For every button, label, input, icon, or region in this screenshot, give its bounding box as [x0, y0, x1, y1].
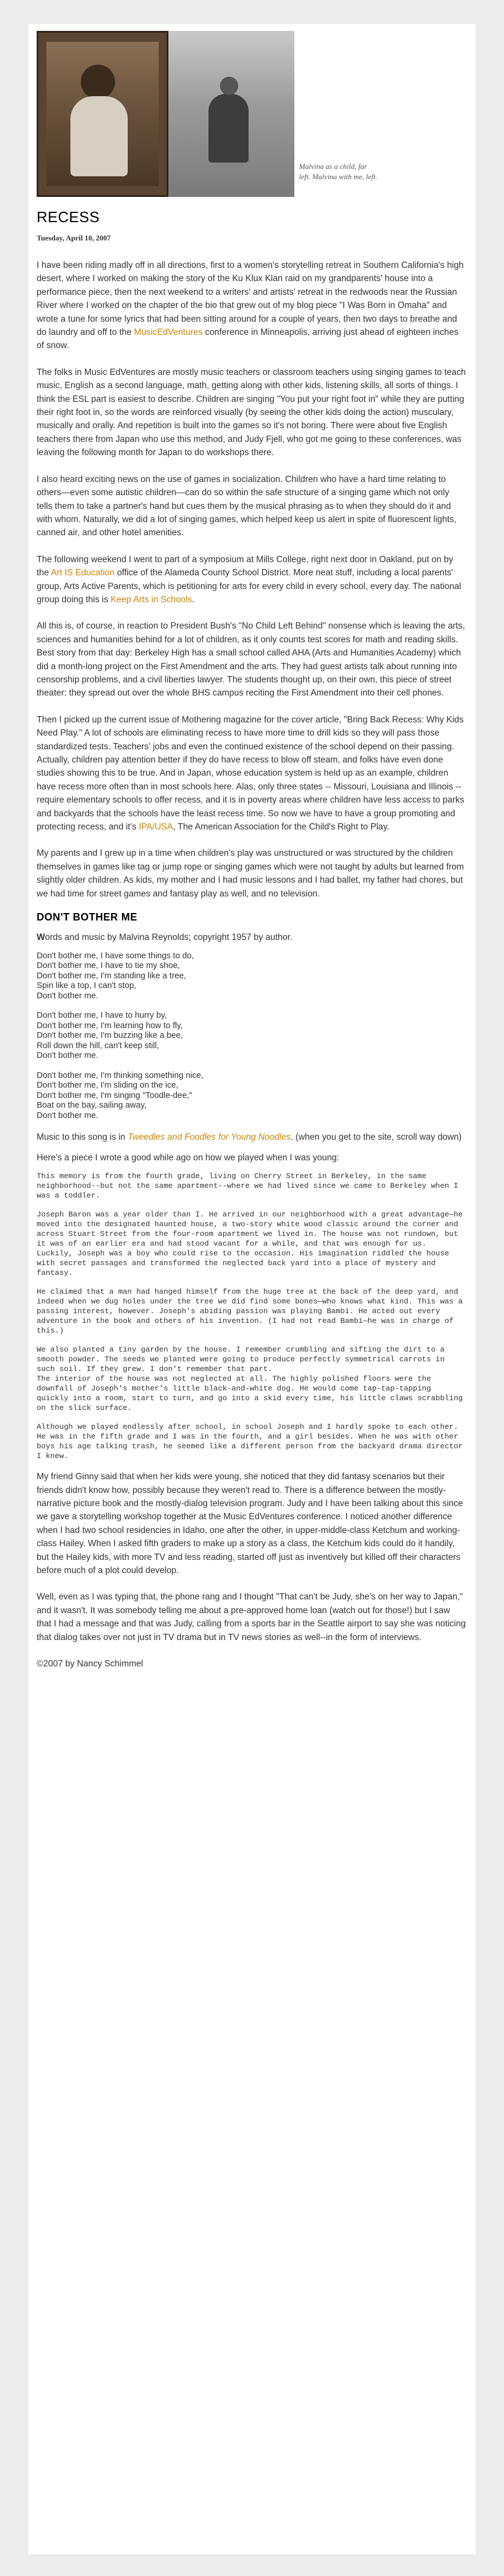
piece-intro: Here's a piece I wrote a good while ago on how we played when I was young: [37, 1152, 340, 1163]
post-date: Tuesday, April 10, 2007 [37, 234, 111, 242]
copyright: ©2007 by Nancy Schimmel [37, 1659, 143, 1669]
paragraph: The following weekend I went to part of a symposium at Mills College, right next door in Oakland, put on by the Art IS Education office of the Alameda County School District. More neat stuff, including a local parents' group, Arts Active Parents, which is petitioning for arts for every child in every school, every day. The national group doing this is Keep Arts in Schools. [37, 554, 462, 605]
keep-arts-in-schools-link[interactable]: Keep Arts in Schools [111, 594, 192, 605]
music-note: Music to this song is in Tweedles and Foodles for Young Noodles. (when you get to the site, scroll way down) [37, 1132, 462, 1143]
lyric-line: Don't bother me. [37, 1051, 99, 1061]
childhood-photo [37, 31, 168, 197]
ipa-usa-link[interactable]: IPA/USA [139, 822, 173, 832]
song-title: DON'T BOTHER ME [37, 911, 137, 923]
lyric-line: Don't bother me. [37, 991, 99, 1001]
blog-page [29, 24, 475, 2554]
lyric-line: Don't bother me, I'm standing like a tree, [37, 971, 187, 981]
lyric-line: Don't bother me, I'm buzzing like a bee, [37, 1031, 183, 1041]
lyric-line: Don't bother me, I have to hurry by, [37, 1011, 167, 1021]
song-verse-2 [37, 1011, 466, 1061]
song-verse-1 [37, 951, 466, 1002]
paragraph: I have been riding madly off in all directions, first to a women's storytelling retreat in Southern California's high desert, where I worked on making the story of the Ku Klux Klan raid on my grandparents' house into a performance piece, then the next weekend to a writers' and artists' retreat in the redwoods near the Russian River where I worked on the chapter of the bio that grew out of my blog piece "I Was Born in Omaha" and wrote a tune for some lyrics that had been sitting around for a couple of years, then two days to breathe and do laundry and off to the MusicEdVentures conference in Minneapolis, arriving just ahead of eighteen inches of snow. [37, 260, 464, 351]
lyric-line: Don't bother me, I'm learning how to fly, [37, 1021, 183, 1030]
post-title: RECESS [37, 208, 100, 226]
memory-paragraph: He claimed that a man had hanged himself from the huge tree at the back of the deep yard, and indeed when we dug holes under the tree we did find some bones—who knows what kind. This was a passing interest, however. Joseph's abiding passion was playing Bambi. He acted out every adventure in the book and others of his invention. (I had not read Bambi—he was in charge of this.) [37, 1287, 463, 1336]
tweedles-and-foodles-link[interactable]: Tweedles and Foodles for Young Noodles [128, 1132, 291, 1143]
lyric-line: Don't bother me, I'm singing "Toodle-dee," [37, 1091, 192, 1100]
lyric-line: Spin like a top, I can't stop, [37, 981, 136, 991]
paragraph: All this is, of course, in reaction to President Bush's "No Child Left Behind" nonsense which is leaving the arts, sciences and humanities behind for a lot of children, as it only counts test scores for math and reading skills. Best story from that day: Berkeley High has a small school called AHA (Arts and Humanities Academy) which did a month-long project on the First Amendment and the arts. They had guest artists talk about running into censorship problems, and a civil liberties lawyer. The students thought up, on their own, this piece of street theater: they spread out over the whole BHS campus reciting the First Amendment into their cell phones. [37, 621, 465, 698]
paragraph: My friend Ginny said that when her kids were young, she noticed that they did fantasy scenarios but their friends didn't know how, possibly because they weren't read to. There is a difference between the mostly-narrative picture book and the mostly-dialog television program. Judy and I have been talking about this since we gave a storytelling workshop together at the Music EdVentures conference. I noticed another difference when I had two school residencies in Idaho, one after the other, in upper-middle-class Ketchum and working-class Hailey. When I asked fifth graders to make up a story as a class, the Ketchum kids could do it handily, but the Hailey kids, with more TV and less reading, started off just as inventively but killed off their characters before much of a plot could develop. [37, 1472, 463, 1576]
lyric-line: Boat on the bay, sailing away, [37, 1101, 147, 1111]
memory-paragraph: This memory is from the fourth grade, living on Cherry Street in Berkeley, in the same neighborhood--but not the same apartment--where we had lived since we came to Berkeley when I was a toddler. [37, 1172, 458, 1200]
paragraph: I also heard exciting news on the use of games in socialization. Children who have a hard time relating to others—even some autistic children—can do so within the safe structure of a singing game which not only tells them to take a partner's hand but cues them by the musical phrasing as to when they should do it and with whom. Naturally, we did a lot of singing games, which helped keep us alert in spite of fluorescent lights, canned air, and other hotel amenities. [37, 474, 456, 538]
lyric-line: Don't bother me, I have some things to do, [37, 951, 194, 961]
paragraph: The folks in Music EdVentures are mostly music teachers or classroom teachers using singing games to teach music, English as a second language, math, getting along with other kids, listening skills, all sorts of things. I think the ESL part is easiest to describe. Children are singing "You put your right foot in" while they are putting their right foot in, so the words are reinforced visually (by seeing the other kids doing the action) musculary, musically and orally. And repetition is built into the games so it's not boring. There were about five English teachers there from Japan who use this method, and Judy Fjell, who got me going to these conferences, was leaving the following month for Japan to do workshops there. [37, 367, 466, 458]
paragraph: My parents and I grew up in a time when children's play was unstructured or was structured by the children themselves in games like tag or jump rope or singing games which were not taught by adults but learned from slightly older children. As kids, my mother and I had music lessons and I had ballet, my father had chores, but we had time for street games and fantasy play as well, and no television. [37, 848, 464, 899]
memory-excerpt [37, 1171, 466, 1461]
memory-paragraph: Joseph Baron was a year older than I. He arrived in our neighborhood with a great advantage—he moved into the designated haunted house, a two-story white wood classic around the corner and across Stuart Street from the four-room apartment we lived in. The house was not rundown, but it was of an earlier era and had stood vacant for a while, and that was enough for us. Luckily, Joseph was a boy who could rise to the occasion. His imagination riddled the house with secret passages and transformed the neglected back yard into a place of mystery and fantasy. [37, 1210, 463, 1278]
lyric-line: Roll down the hill, can't keep still, [37, 1041, 159, 1050]
lyric-line: Don't bother me, I have to tie my shoe, [37, 961, 180, 971]
post-body [37, 259, 466, 1684]
art-is-education-link[interactable]: Art IS Education [50, 568, 115, 578]
mother-daughter-photo [168, 31, 294, 197]
paragraph: Well, even as I was typing that, the phone rang and I thought "That can't be Judy, she's on her way to Japan," and it wasn't. It was somebody telling me about a pre-approved home loan (watch out for those!) but I saw that I had a message and that was Judy, calling from a sports bar in the Seattle airport to say she was noticing that dialog takes over not just in TV drama but in TV news stories as well--in the form of interviews. [37, 1592, 466, 1642]
lyric-line: Don't bother me. [37, 1111, 99, 1120]
lyric-line: Don't bother me, I'm sliding on the ice, [37, 1081, 179, 1091]
photo-caption: Malvina as a child, far left. Malvina with me, left. [299, 162, 377, 181]
paragraph: Then I picked up the current issue of Mothering magazine for the cover article, "Bring Back Recess: Why Kids Need Play." A lot of schools are eliminating recess to have more time to drill kids so they will pass those standardized tests. Teachers' jobs and even the continued existence of the school depend on their passing. Actually, children pay attention better if they do have recess to blow off steam, and folks have even done studies showing this to be true. And in Japan, whose education system is held up as an example, children have recess more often than in most schools here. Alas, only three states -- Missouri, Louisiana and Illinois -- require elementary schools to offer recess, and it is in poverty areas where children have less access to parks and backyards that the schools have the least recess time. So now we have to have a group promoting and protecting recess, and it's IPA/USA, The American Association for the Child's Right to Play. [37, 714, 464, 832]
lyric-line: Don't bother me, I'm thinking something nice, [37, 1070, 204, 1080]
photo-collage [37, 31, 294, 197]
musicedventures-link[interactable]: MusicEdVentures [134, 327, 203, 338]
memory-paragraph: Although we played endlessly after school, in school Joseph and I hardly spoke to each other. He was in the fifth grade and I was in the fourth, and a girl besides. When he was with other boys his age talking trash, he seemed like a different person from the backyard drama director I knew. [37, 1423, 463, 1461]
song-verse-3 [37, 1071, 466, 1121]
memory-paragraph: We also planted a tiny garden by the house. I remember crumbling and sifting the dirt to a smooth powder. The seeds we planted were going to produce perfectly symmetrical carrots in such soil. If they grew. I don't remember that part. The interior of the house was not neglected at all. The highly polished floors were the downfall of Joseph's mother's little black-and-white dog. He would come tap-tap-tapping quickly into a room, start to turn, and go into a skid every time, his little claws scrabbling on the slick surface. [37, 1345, 463, 1413]
song-credit: Words and music by Malvina Reynolds; copyright 1957 by author. [37, 933, 293, 943]
